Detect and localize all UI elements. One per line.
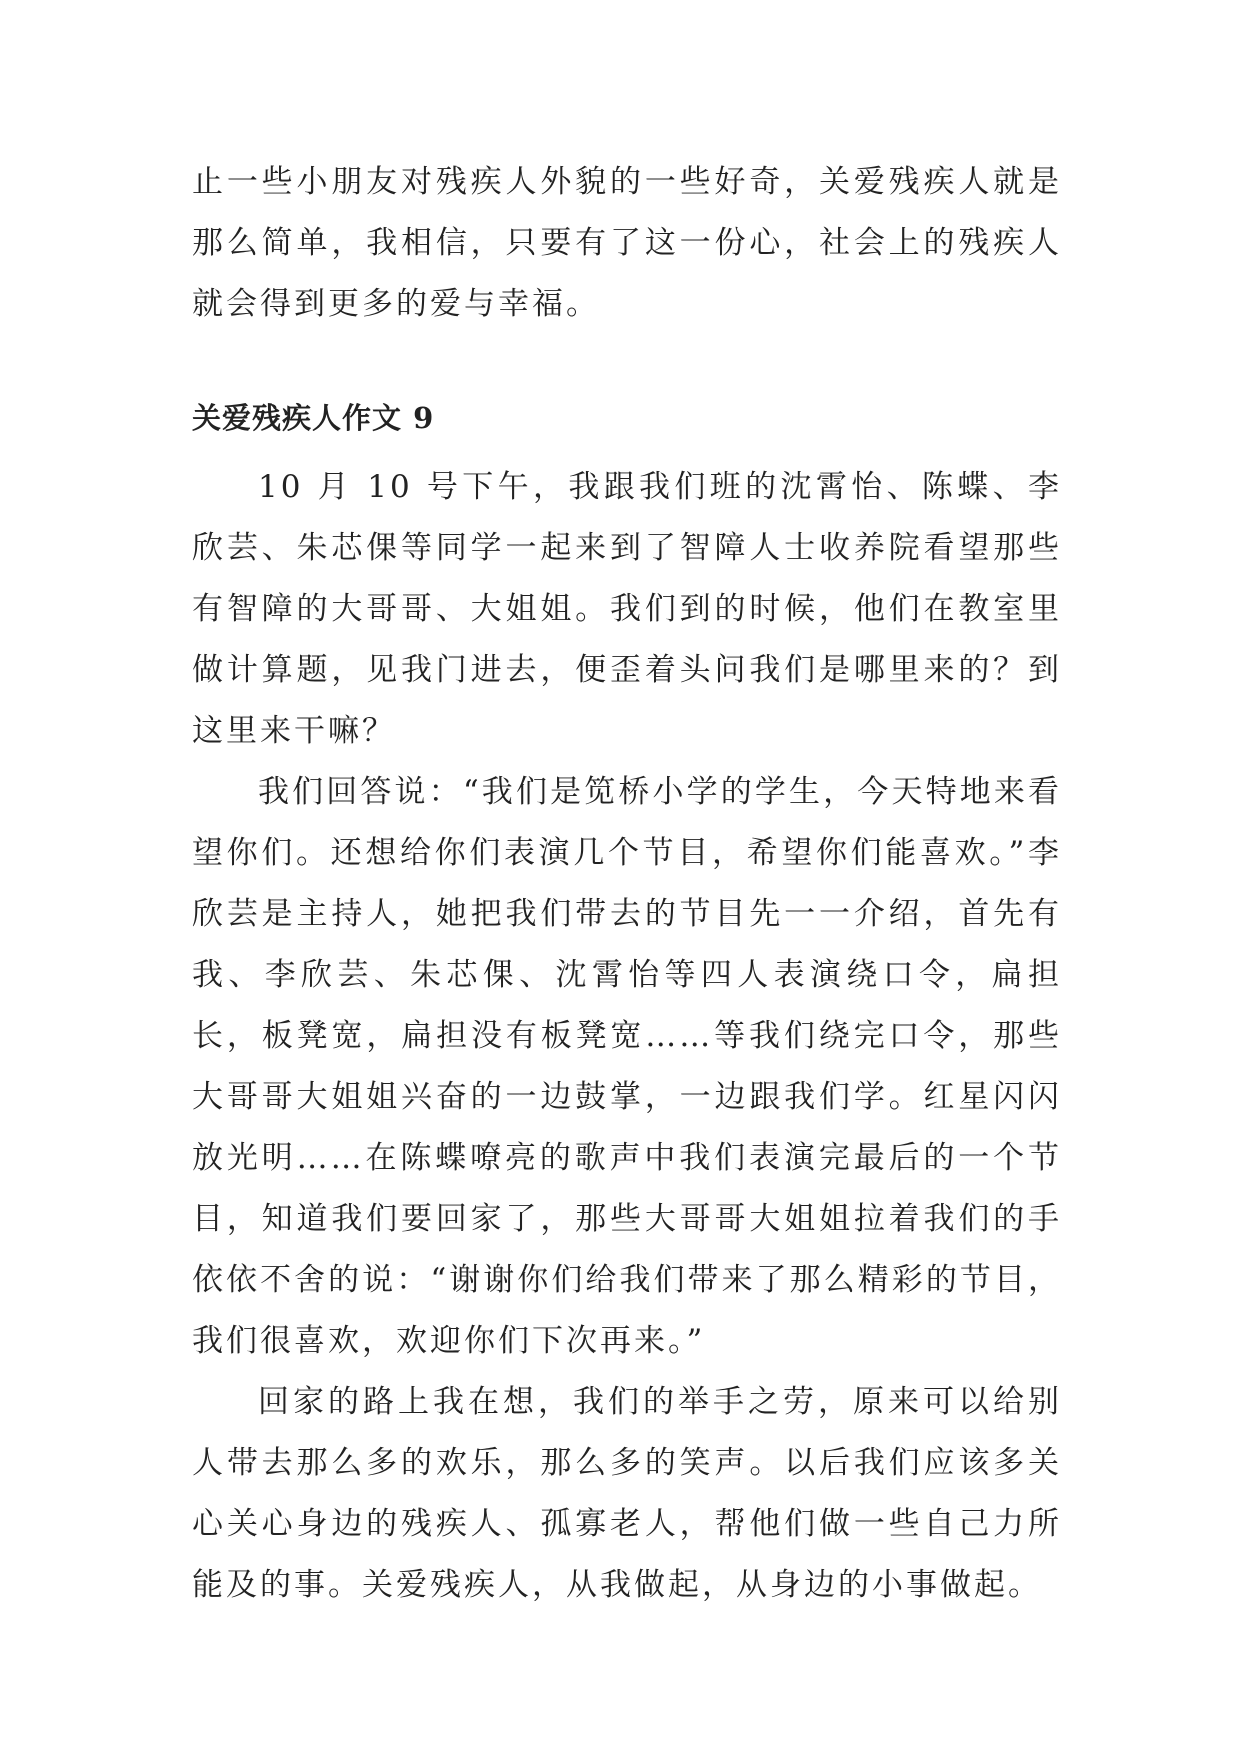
- intro-section: [192, 152, 1062, 335]
- body-paragraph-3: 回家的路上我在想，我们的举手之劳，原来可以给别人带去那么多的欢乐，那么多的笑声。以后我们应该多关心关心身边的残疾人、孤寡老人，帮他们做一些自己力所能及的事。关爱残疾人，从我做起，从身边的小事做起。: [192, 1384, 1062, 1603]
- body-paragraph-1: 10 月 10 号下午，我跟我们班的沈霄怡、陈蝶、李欣芸、朱芯倮等同学一起来到了智障人士收养院看望那些有智障的大哥哥、大姐姐。我们到的时候，他们在教室里做计算题，见我门进去，便歪着头问我们是哪里来的？到这里来干嘛？: [192, 469, 1062, 749]
- essay-title: 关爱残疾人作文 9: [192, 401, 435, 435]
- intro-paragraph: 止一些小朋友对残疾人外貌的一些好奇，关爱残疾人就是那么简单，我相信，只要有了这一份心，社会上的残疾人就会得到更多的爱与幸福。: [192, 164, 1062, 322]
- body-paragraph-2: 我们回答说：“我们是笕桥小学的学生，今天特地来看望你们。还想给你们表演几个节目，希望你们能喜欢。”李欣芸是主持人，她把我们带去的节目先一一介绍，首先有我、李欣芸、朱芯倮、沈霄怡等四人表演绕口令，扁担长，板凳宽，扁担没有板凳宽……等我们绕完口令，那些大哥哥大姐姐兴奋的一边鼓掌，一边跟我们学。红星闪闪放光明……在陈蝶嘹亮的歌声中我们表演完最后的一个节目，知道我们要回家了，那些大哥哥大姐姐拉着我们的手依依不舍的说：“谢谢你们给我们带来了那么精彩的节目，我们很喜欢，欢迎你们下次再来。”: [192, 774, 1062, 1359]
- essay-body: [192, 457, 1062, 1616]
